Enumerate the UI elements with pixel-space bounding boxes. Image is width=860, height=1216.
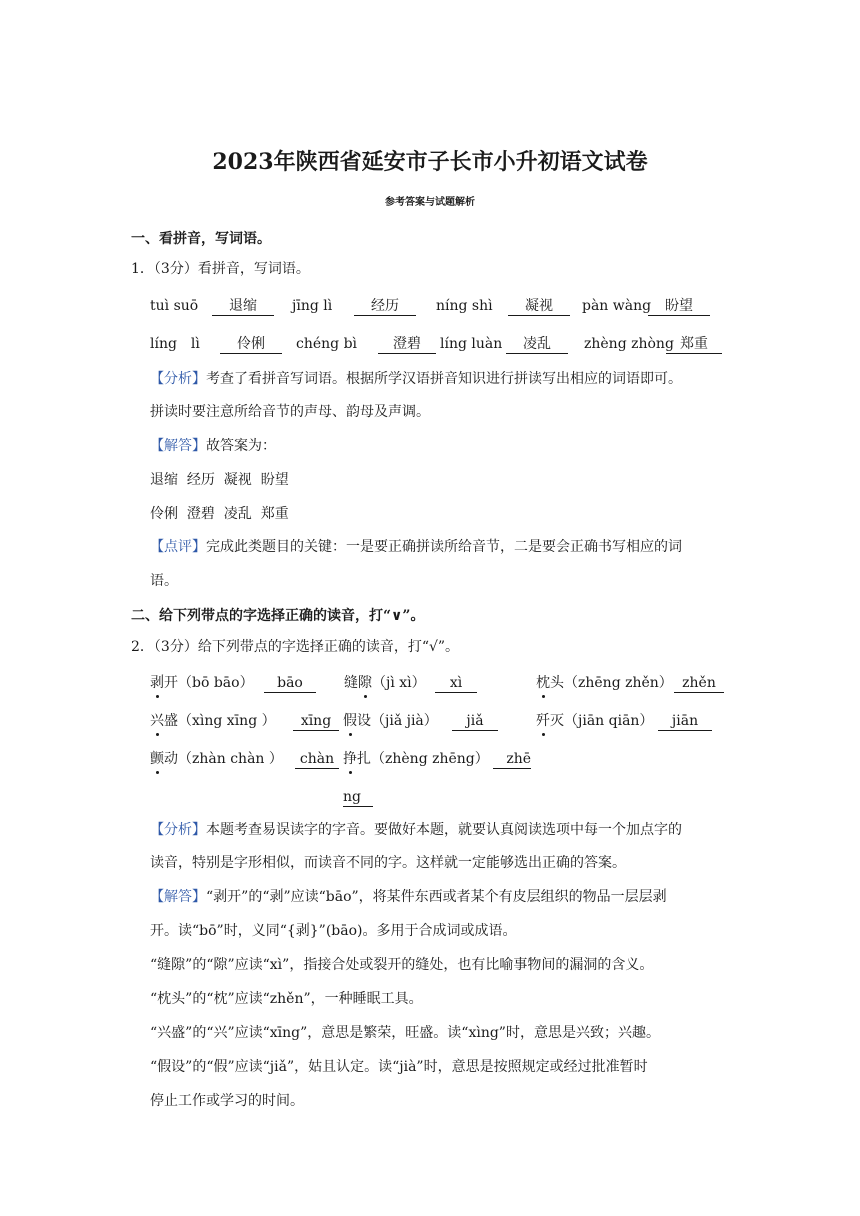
answer-text: “剥开”的“剥”应读“bāo”，将某件东西或者某个有皮层组织的物品一层层剥: [206, 889, 667, 905]
comment-tag: 【点评】: [150, 539, 206, 555]
section-heading-2: 二、给下列带点的字选择正确的读音，打“∨”。: [131, 608, 425, 624]
answer-2-line6: “假设”的“假”应读“jiǎ”，姑且认定。读“jià”时，意思是按照规定或经过批准暂时: [150, 1059, 648, 1075]
choice-item: [150, 749, 283, 769]
dotted-char: 挣: [343, 751, 357, 767]
answer-2-line2: 开。读“bō”时，义同“{剥}”(bāo)。多用于合成词或成语。: [150, 923, 517, 939]
dotted-char: 兴: [150, 713, 164, 729]
analysis-text: 考查了看拼音写词语。根据所学汉语拼音知识进行拼读写出相应的词语即可。: [206, 371, 682, 387]
answer-blank: zhē: [493, 750, 531, 769]
answer-blank: zhěn: [674, 674, 724, 693]
pinyin: níng shì: [436, 298, 493, 314]
answer-blank: 伶俐: [220, 335, 282, 354]
choice-text: 动（zhàn chàn ）: [164, 751, 283, 767]
answer-2-line7: 停止工作或学习的时间。: [150, 1093, 304, 1109]
choice-text: 设（jiǎ jià）: [357, 713, 438, 729]
pinyin: líng lì: [150, 336, 200, 352]
answer-blank: 退缩: [212, 297, 274, 316]
answer-blank: bāo: [264, 674, 316, 693]
answer-2-line3: “缝隙”的“隙”应读“xì”，指接合处或裂开的缝处，也有比喻事物间的漏洞的含义。: [150, 957, 654, 973]
answer-2: [150, 887, 667, 907]
pinyin: líng luàn: [440, 336, 503, 352]
analysis-1: [150, 369, 682, 389]
choice-text: （jì xì）: [372, 675, 426, 691]
pinyin: tuì suō: [150, 298, 199, 314]
choice-text: 灭（jiān qiān）: [550, 713, 654, 729]
answer-1-line2: 伶俐 澄碧 凌乱 郑重: [150, 506, 289, 522]
dotted-char: 隙: [358, 675, 372, 691]
choice-text: 盛（xìng xīng ）: [164, 713, 276, 729]
answer-2-line4: “枕头”的“枕”应读“zhěn”，一种睡眠工具。: [150, 991, 423, 1007]
question-2: 2．（3分）给下列带点的字选择正确的读音，打“√”。: [131, 639, 460, 655]
choice-item: [344, 673, 426, 693]
analysis-1-line2: 拼读时要注意所给音节的声母、韵母及声调。: [150, 404, 430, 420]
dotted-char: 歼: [536, 713, 550, 729]
answer-blank: jiǎ: [452, 712, 498, 731]
choice-item: [536, 673, 673, 693]
choice-item: [150, 711, 276, 731]
answer-blank: 郑重: [666, 335, 722, 354]
answer-blank-continued: ng: [343, 788, 373, 807]
page-subtitle: 参考答案与试题解析: [385, 197, 475, 208]
analysis-2: [150, 820, 682, 840]
answer-blank: 凝视: [508, 297, 570, 316]
comment-text: 完成此类题目的关键：一是要正确拼读所给音节，二是要会正确书写相应的词: [206, 539, 682, 555]
comment-1: [150, 537, 682, 557]
answer-2-line5: “兴盛”的“兴”应读“xīng”，意思是繁荣，旺盛。读“xìng”时，意思是兴致；兴趣。: [150, 1025, 660, 1041]
choice-text: 扎（zhèng zhēng）: [357, 751, 489, 767]
answer-blank: 澄碧: [378, 335, 436, 354]
dotted-char: 颤: [150, 751, 164, 767]
analysis-tag: 【分析】: [150, 371, 206, 387]
question-1: 1．（3分）看拼音，写词语。: [131, 261, 310, 277]
pinyin: chéng bì: [296, 336, 358, 352]
answer-blank: chàn: [295, 750, 339, 769]
page-title: 2023年陕西省延安市子长市小升初语文试卷: [212, 149, 648, 175]
choice-char: 缝: [344, 675, 358, 691]
answer-blank: 凌乱: [506, 335, 568, 354]
pinyin: pàn wàng: [582, 298, 652, 314]
dotted-char: 枕: [536, 675, 550, 691]
answer-tag: 【解答】: [150, 889, 206, 905]
answer-blank: 经历: [354, 297, 416, 316]
choice-item: [343, 749, 489, 769]
pinyin: zhèng zhòng: [584, 336, 674, 352]
pinyin-row-1: [150, 296, 710, 316]
answer-blank: xì: [435, 674, 477, 693]
dotted-char: 假: [343, 713, 357, 729]
pinyin: jīng lì: [292, 298, 333, 314]
answer-blank: jiān: [658, 712, 712, 731]
answer-blank: xīng: [293, 712, 339, 731]
answer-tag: 【解答】: [150, 438, 206, 454]
choice-item: [536, 711, 653, 731]
choice-item: [150, 673, 254, 693]
analysis-tag: 【分析】: [150, 822, 206, 838]
section-heading-1: 一、看拼音，写词语。: [131, 231, 271, 247]
choice-item: [343, 711, 438, 731]
answer-1-line1: 退缩 经历 凝视 盼望: [150, 472, 289, 488]
comment-1-line2: 语。: [150, 573, 178, 589]
choice-text: 开（bō bāo）: [164, 675, 254, 691]
analysis-text: 本题考查易误读字的字音。要做好本题，就要认真阅读选项中每一个加点字的: [206, 822, 682, 838]
analysis-2-line2: 读音，特别是字形相似，而读音不同的字。这样就一定能够选出正确的答案。: [150, 855, 626, 871]
dotted-char: 剥: [150, 675, 164, 691]
answer-1: [150, 436, 276, 456]
choice-text: 头（zhēng zhěn）: [550, 675, 673, 691]
answer-intro: 故答案为：: [206, 438, 276, 454]
pinyin-row-2: [150, 334, 722, 354]
answer-blank: 盼望: [648, 297, 710, 316]
